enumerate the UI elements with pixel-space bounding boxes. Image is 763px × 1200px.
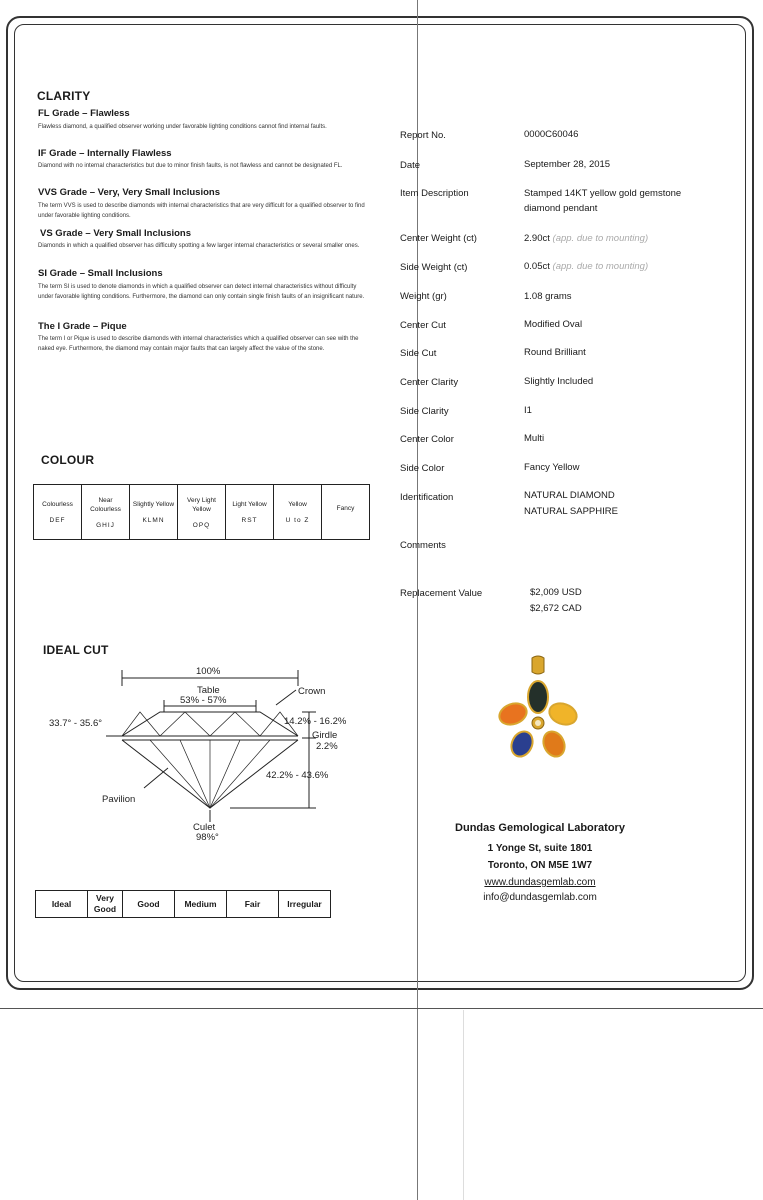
- colour-cell-light-yellow: [226, 485, 274, 540]
- grade-if-desc: Diamond with no internal characteristics but due to minor finish faults, is not flawless and cannot be designated FL.: [38, 163, 343, 169]
- item-description-value: Stamped 14KT yellow gold gemstone diamond pendant: [524, 188, 682, 214]
- colour-name: Slightly Yellow: [132, 501, 175, 508]
- colour-cell-near-colourless: [82, 485, 130, 540]
- center-weight-note: (app. due to mounting): [552, 233, 649, 244]
- side-clarity-value: I1: [524, 405, 532, 416]
- center-weight-field: [524, 231, 724, 246]
- colour-cell-colourless: [34, 485, 82, 540]
- side-color-value: Fancy Yellow: [524, 462, 580, 473]
- clarity-heading: CLARITY: [37, 89, 91, 103]
- center-clarity-label: Center Clarity: [400, 377, 459, 388]
- girdle-value-label: 2.2%: [316, 741, 338, 752]
- grade-vvs-desc: The term VVS is used to describe diamonds with internal characteristics that are very difficult for a qualified observer to find under favorable lighting conditions.: [38, 203, 365, 219]
- grade-if-title: IF Grade – Internally Flawless: [38, 148, 172, 159]
- lab-website-link[interactable]: www.dundasgemlab.com: [484, 877, 596, 888]
- page-bottom-edge: [0, 1008, 763, 1009]
- colour-name: Light Yellow: [232, 501, 267, 508]
- center-weight-label: Center Weight (ct): [400, 233, 477, 244]
- lab-address-line1: 1 Yonge St, suite 1801: [487, 843, 593, 854]
- replacement-value-usd: $2,009 USD: [530, 587, 582, 598]
- report-no-label: Report No.: [400, 130, 446, 141]
- crown-label: Crown: [298, 686, 326, 697]
- colour-code: OPQ: [192, 521, 211, 529]
- crown-outline: [122, 712, 298, 736]
- center-weight-value: 2.90ct: [524, 233, 550, 244]
- crown-height-label: 14.2% - 16.2%: [284, 716, 347, 727]
- pavilion-depth-label: 42.2% - 43.6%: [266, 770, 329, 781]
- scan-fold-line: [417, 0, 418, 1200]
- colour-scale-table: [33, 484, 370, 540]
- colour-code: RST: [241, 517, 258, 524]
- cut-grade-very-good: Very Good: [88, 891, 123, 918]
- side-weight-field: [524, 259, 724, 274]
- colour-code: DEF: [49, 517, 66, 524]
- lab-address-line2: Toronto, ON M5E 1W7: [487, 860, 593, 871]
- center-cut-label: Center Cut: [400, 320, 446, 331]
- crown-pointer-line: [276, 690, 296, 705]
- culet-value-label: 98%°: [196, 832, 219, 843]
- center-clarity-value: Slightly Included: [524, 376, 594, 387]
- identification-label: Identification: [400, 492, 454, 503]
- cut-grade-medium: Medium: [175, 891, 227, 918]
- weight-gr-value: 1.08 grams: [524, 291, 572, 302]
- side-cut-label: Side Cut: [400, 348, 437, 359]
- sapphire-orange-lower-right: [539, 728, 568, 760]
- colour-code: KLMN: [142, 517, 165, 524]
- lab-email[interactable]: info@dundasgemlab.com: [483, 892, 597, 903]
- pendant-photo: [492, 654, 584, 766]
- weight-gr-label: Weight (gr): [400, 291, 447, 302]
- date-value: September 28, 2015: [524, 159, 611, 170]
- colour-code: GHIJ: [96, 521, 115, 529]
- center-diamond: [535, 720, 541, 726]
- colour-cell-fancy: [322, 485, 370, 540]
- cut-grade-table: [35, 890, 331, 918]
- side-weight-note: (app. due to mounting): [552, 261, 649, 272]
- grade-vs-desc: Diamonds in which a qualified observer has difficulty spotting a few larger internal characteristics or several smaller ones.: [38, 243, 360, 249]
- center-sapphire-dark: [528, 681, 548, 713]
- colour-name: Near Colourless: [90, 496, 121, 513]
- colour-cell-very-light-yellow: [178, 485, 226, 540]
- colour-cell-slightly-yellow: [130, 485, 178, 540]
- cut-grade-good: Good: [123, 891, 175, 918]
- item-description-label: Item Description: [400, 188, 469, 199]
- center-color-label: Center Color: [400, 434, 454, 445]
- colour-code: U to Z: [285, 517, 310, 524]
- total-width-label: 100%: [196, 666, 221, 677]
- grade-vvs-title: VVS Grade – Very, Very Small Inclusions: [38, 187, 220, 198]
- report-no-value: 0000C60046: [524, 129, 579, 140]
- side-color-label: Side Color: [400, 463, 445, 474]
- lab-name: Dundas Gemological Laboratory: [455, 822, 625, 834]
- culet-label: Culet: [193, 822, 216, 833]
- colour-name: Yellow: [288, 501, 307, 508]
- comments-label: Comments: [400, 540, 446, 551]
- grade-fl-title: FL Grade – Flawless: [38, 108, 130, 119]
- sapphire-blue-lower-left: [507, 728, 536, 760]
- side-weight-value: 0.05ct: [524, 261, 550, 272]
- crown-facets: [122, 712, 298, 736]
- cut-grade-fair: Fair: [227, 891, 279, 918]
- colour-name: Very Light Yellow: [187, 496, 216, 513]
- sapphire-yellow-right: [546, 700, 579, 728]
- scan-fold-line-lower: [463, 1010, 464, 1200]
- side-weight-label: Side Weight (ct): [400, 262, 468, 273]
- replacement-value-cad: $2,672 CAD: [530, 603, 582, 614]
- pendant-bail: [532, 656, 544, 674]
- side-cut-value: Round Brilliant: [524, 347, 586, 358]
- ideal-cut-heading: IDEAL CUT: [43, 643, 109, 657]
- table-range-label: 53% - 57%: [180, 695, 227, 706]
- girdle-label: Girdle: [312, 730, 338, 741]
- pavilion-pointer-line: [144, 768, 168, 788]
- colour-name: Fancy: [336, 504, 355, 512]
- grade-si-desc: The term SI is used to denote diamonds in which a qualified observer can detect internal characteristics without difficulty under favorable lighting conditions. Furthermore, the diamond can only contain single finish faults of an insignificant nature.: [38, 284, 365, 300]
- identification-value-2: NATURAL SAPPHIRE: [524, 506, 618, 517]
- diamond-proportion-diagram: [40, 660, 370, 850]
- sapphire-orange-left: [496, 700, 529, 728]
- replacement-value-label: Replacement Value: [400, 588, 483, 599]
- grade-vs-title: VS Grade – Very Small Inclusions: [40, 228, 192, 239]
- table-label: Table: [197, 685, 220, 696]
- date-label: Date: [400, 160, 421, 171]
- grade-i-desc: The term I or Pique is used to describe diamonds with internal characteristics which a qualified observer can see with the naked eye. Furthermore, the diamond may contain major faults that can largely affect the value of the stone.: [38, 336, 359, 352]
- pavilion-label: Pavilion: [102, 794, 136, 805]
- side-clarity-label: Side Clarity: [400, 406, 449, 417]
- crown-angle-label: 33.7° - 35.6°: [49, 718, 103, 729]
- grade-fl-desc: Flawless diamond, a qualified observer working under favorable lighting conditions cannot find internal faults.: [38, 124, 327, 130]
- identification-value-1: NATURAL DIAMOND: [524, 490, 615, 501]
- cut-grade-irregular: Irregular: [279, 891, 331, 918]
- grade-si-title: SI Grade – Small Inclusions: [38, 268, 163, 279]
- cut-grade-ideal: Ideal: [36, 891, 88, 918]
- colour-cell-yellow: [274, 485, 322, 540]
- colour-name: Colourless: [42, 501, 73, 508]
- colour-heading: COLOUR: [41, 453, 95, 467]
- center-cut-value: Modified Oval: [524, 319, 583, 330]
- center-color-value: Multi: [524, 433, 545, 444]
- grade-i-title: The I Grade – Pique: [38, 321, 127, 332]
